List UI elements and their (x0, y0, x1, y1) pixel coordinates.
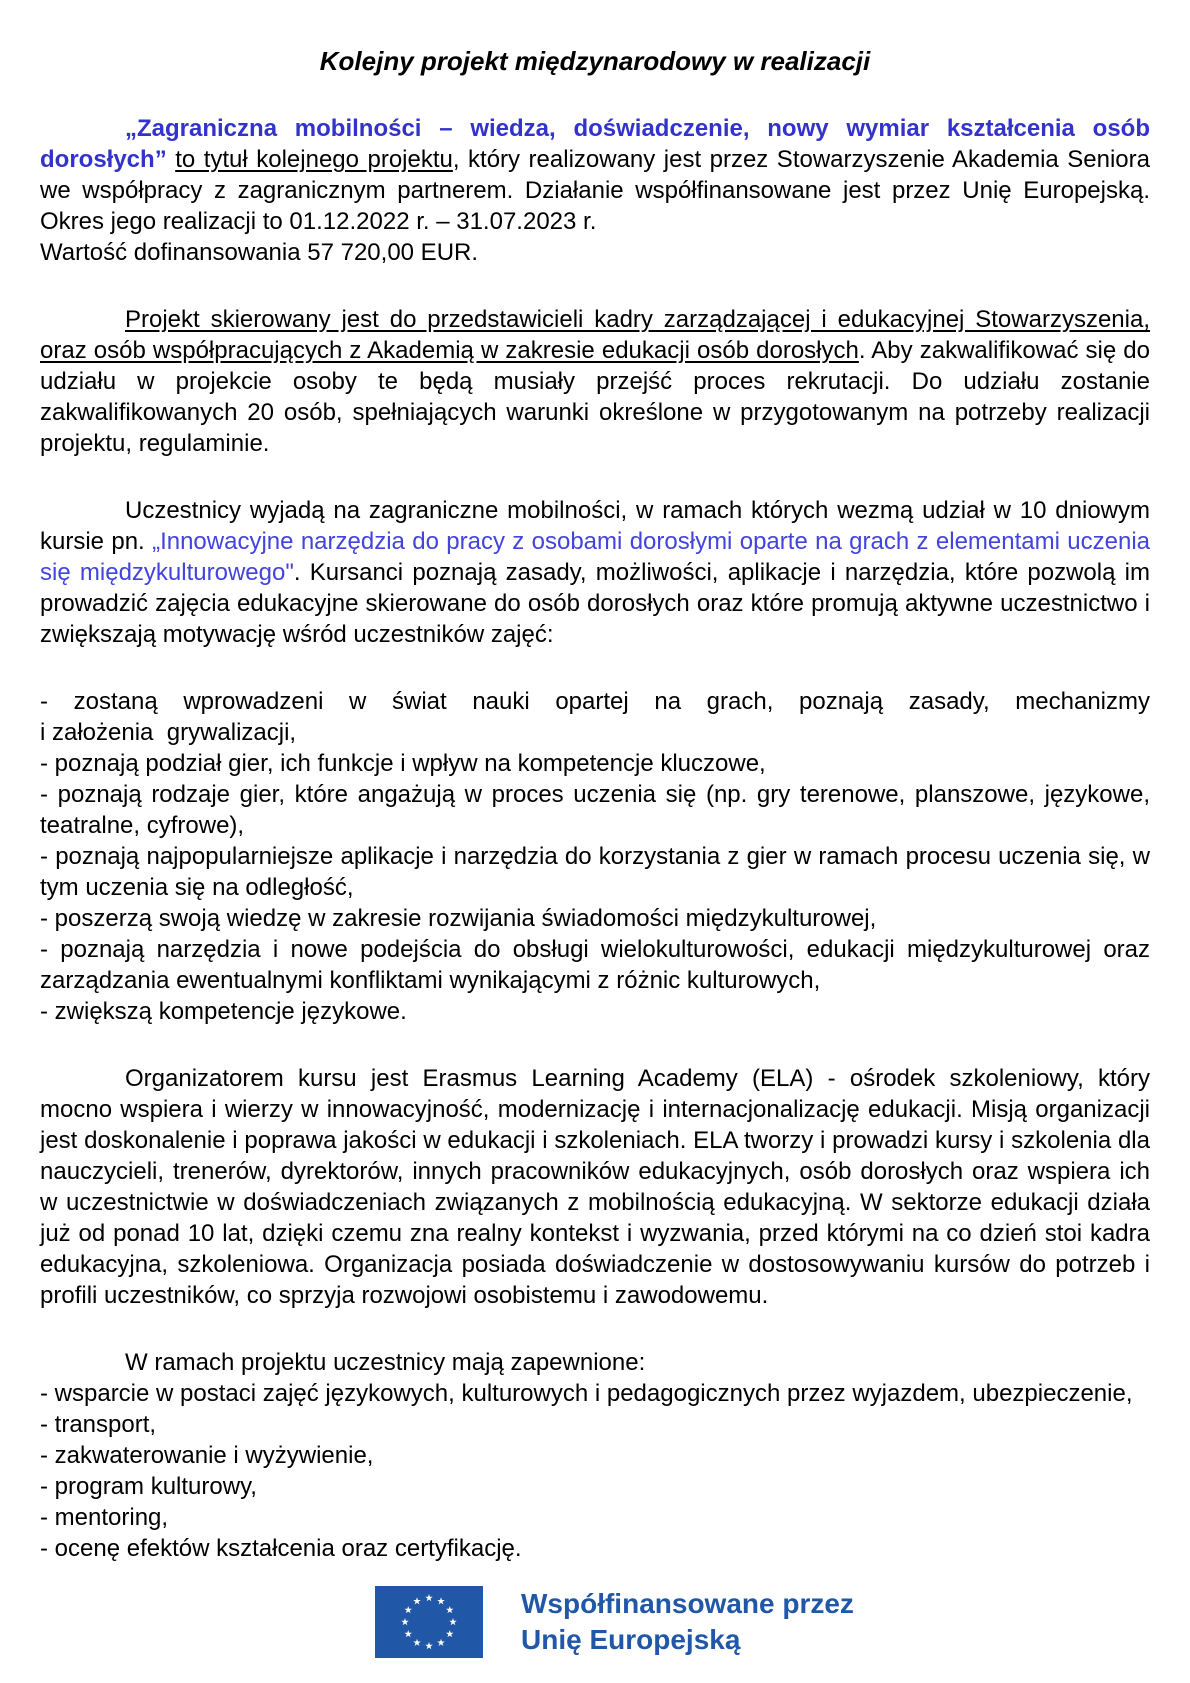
course-outcome-item: - zwiększą kompetencje językowe. (40, 998, 407, 1025)
funding-amount-text: Wartość dofinansowania 57 720,00 EUR. (40, 239, 479, 266)
benefit-item: - ocenę efektów kształcenia oraz certyfikację. (40, 1535, 522, 1562)
recruitment-paragraph (40, 304, 1150, 459)
course-paragraph (40, 495, 1150, 650)
course-outcome-item: - poznają rodzaje gier, które angażują w proces uczenia się (np. gry terenowe, planszowe, językowe, teatralne, cyfrowe), (40, 781, 1150, 839)
eu-funding-logo (375, 1586, 1150, 1658)
intro-body-text: , który realizowany jest przez Stowarzyszenie Akademia Seniora we współpracy z zagranicznym partnerem. Działanie współfinansowane jest przez Unię Europejską. Okres jego realizacji to 01.12.2022 r. – 31.07.2023 r. (40, 146, 1150, 235)
intro-underlined-text: to tytuł kolejnego projektu (175, 146, 453, 173)
benefit-item: - program kulturowy, (40, 1473, 257, 1500)
benefits-list (40, 1378, 1150, 1564)
recruitment-underlined-text: Projekt skierowany jest do przedstawicieli kadry zarządzającej i edukacyjnej Stowarzyszenia, oraz osób współpracujących z Akademią w zakresie edukacji osób dorosłych (40, 306, 1150, 364)
project-name-text: „Zagraniczna mobilności – wiedza, doświadczenie, nowy wymiar kształcenia osób dorosłych” (40, 115, 1150, 173)
course-body-text: . Kursanci poznają zasady, możliwości, aplikacje i narzędzia, które pozwolą im prowadzić zajęcia edukacyjne skierowane do osób dorosłych oraz które promują aktywne uczestnictwo i zwiększają motywację wśród uczestników zajęć: (40, 559, 1151, 648)
course-outcome-item: - poznają narzędzia i nowe podejścia do obsługi wielokulturowości, edukacji międzykulturowej oraz zarządzania ewentualnymi konfliktami wynikającymi z różnic kulturowych, (40, 936, 1150, 994)
benefit-item: - zakwaterowanie i wyżywienie, (40, 1442, 374, 1469)
benefit-item: - mentoring, (40, 1504, 169, 1531)
course-outcome-item: - zostaną wprowadzeni w świat nauki opartej na grach, poznają zasady, mechanizmy i założenia grywalizacji, (40, 688, 1150, 746)
course-name-text: „Innowacyjne narzędzia do pracy z osobami dorosłymi oparte na grach z elementami uczenia się międzykulturowego" (40, 528, 1151, 586)
course-outcomes-list (40, 686, 1150, 1027)
course-outcome-item: - poszerzą swoją wiedzę w zakresie rozwijania świadomości międzykulturowej, (40, 905, 877, 932)
benefit-item: - wsparcie w postaci zajęć językowych, kulturowych i pedagogicznych przez wyjazdem, ubezpieczenie, (40, 1380, 1133, 1407)
eu-funding-text-line1: Współfinansowane przez (521, 1588, 854, 1619)
recruitment-body-text: . Aby zakwalifikować się do udziału w projekcie osoby te będą musiały przejść proces rekrutacji. Do udziału zostanie zakwalifikowanych 20 osób, spełniających warunki określone w przygotowanym na potrzeby realizacji projektu, regulaminie. (40, 337, 1151, 457)
course-outcome-item: - poznają najpopularniejsze aplikacje i narzędzia do korzystania z gier w ramach procesu uczenia się, w tym uczenia się na odległość, (40, 843, 1150, 901)
page-title: Kolejny projekt międzynarodowy w realizacji (319, 46, 871, 76)
intro-paragraph (40, 113, 1150, 268)
eu-funding-text (521, 1586, 854, 1658)
eu-flag-icon (375, 1586, 483, 1658)
course-outcome-item: - poznają podział gier, ich funkcje i wpływ na kompetencje kluczowe, (40, 750, 766, 777)
benefit-item: - transport, (40, 1411, 157, 1438)
eu-funding-text-line2: Unię Europejską (521, 1624, 741, 1655)
organizer-paragraph: Organizatorem kursu jest Erasmus Learning Academy (ELA) - ośrodek szkoleniowy, który mocno wspiera i wierzy w innowacyjność, modernizację i internacjonalizację edukacji. Misją organizacji jest doskonalenie i poprawa jakości w edukacji i szkoleniach. ELA tworzy i prowadzi kursy i szkolenia dla nauczycieli, trenerów, dyrektorów, innych pracowników edukacyjnych, osób dorosłych oraz wspiera ich w uczestnictwie w doświadczeniach związanych z mobilnością edukacyjną. W sektorze edukacji działa już od ponad 10 lat, dzięki czemu zna realny kontekst i wyzwania, przed którymi na co dzień stoi kadra edukacyjna, szkoleniowa. Organizacja posiada doświadczenie w dostosowywaniu kursów do potrzeb i profili uczestników, co sprzyja rozwojowi osobistemu i zawodowemu. (40, 1065, 1150, 1309)
benefits-heading: W ramach projektu uczestnicy mają zapewnione: (125, 1349, 646, 1376)
course-lead-text: Uczestnicy wyjadą na zagraniczne mobilności, w ramach których wezmą udział w 10 dniowym kursie pn. (40, 497, 1150, 555)
